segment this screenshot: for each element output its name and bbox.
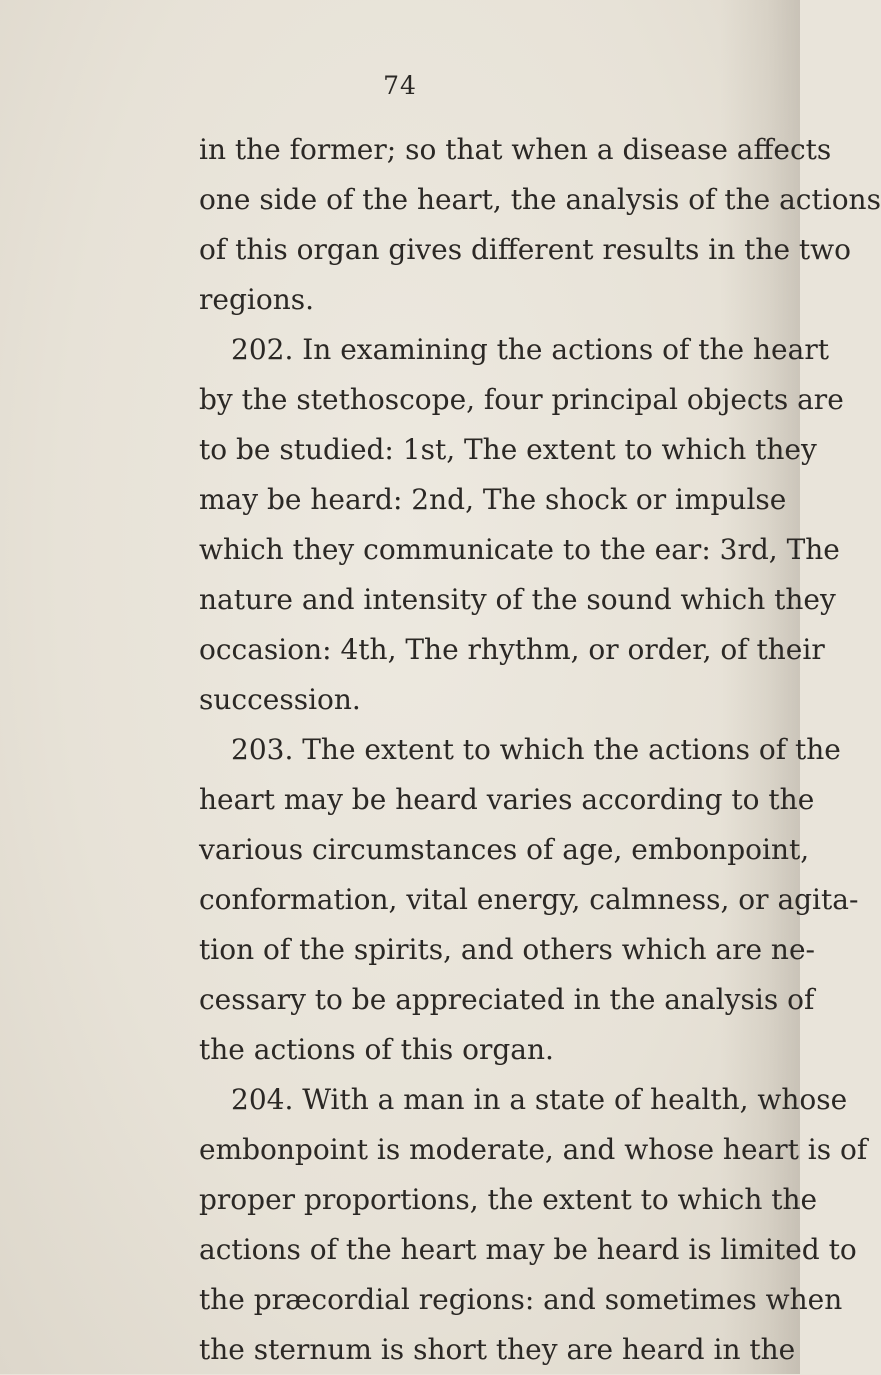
text-line: the actions of this organ. [199,1033,554,1066]
text-line: proper proportions, the extent to which the [199,1183,818,1216]
text-line: occasion: 4th, The rhythm, or order, of their [199,633,825,666]
text-line: conformation, vital energy, calmness, or agita- [199,883,859,916]
page-number: 74 [383,71,417,100]
text-line: embonpoint is moderate, and whose heart is of [199,1133,868,1166]
text-line: may be heard: 2nd, The shock or impulse [199,483,787,516]
text-line: of this organ gives different results in the two [199,233,851,266]
text-line: regions. [199,283,314,316]
text-line: nature and intensity of the sound which they [199,583,836,616]
text-line: one side of the heart, the analysis of the actions [199,183,881,216]
text-line: heart may be heard varies according to the [199,783,815,816]
text-line: to be studied: 1st, The extent to which they [199,433,817,466]
text-line: tion of the spirits, and others which are ne- [199,933,815,966]
text-line: 202. In examining the actions of the heart [231,333,829,366]
text-line: various circumstances of age, embonpoint, [199,833,810,866]
text-line: 204. With a man in a state of health, whose [231,1083,848,1116]
text-line: succession. [199,683,361,716]
text-line: by the stethoscope, four principal objects are [199,383,844,416]
text-line: cessary to be appreciated in the analysis of [199,983,815,1016]
text-line: 203. The extent to which the actions of the [231,733,841,766]
text-line: actions of the heart may be heard is limited to [199,1233,857,1266]
text-line: in the former; so that when a disease affects [199,133,832,166]
text-line: the præcordial regions: and sometimes when [199,1283,843,1316]
body-text [199,125,881,1375]
text-line: which they communicate to the ear: 3rd, The [199,533,840,566]
text-line: the sternum is short they are heard in the [199,1333,796,1366]
